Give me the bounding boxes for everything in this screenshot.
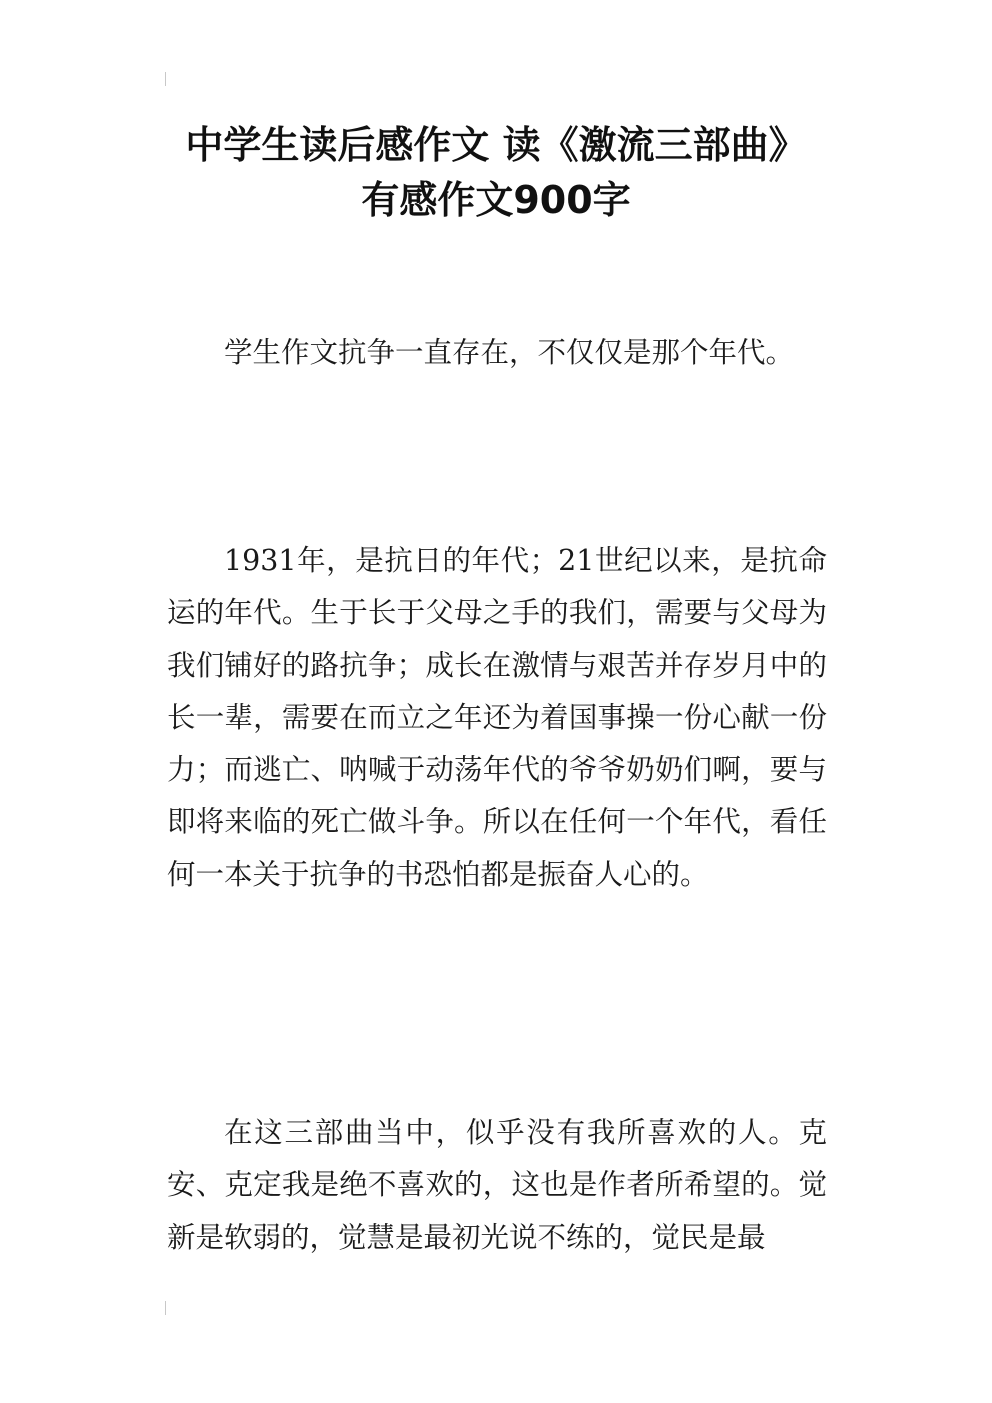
paragraph-2: 1931年，是抗日的年代；21世纪以来，是抗命运的年代。生于长于父母之手的我们，需要与父母为我们铺好的路抗争；成长在激情与艰苦并存岁月中的长一辈，需要在而立之年还为着国事操一份心献一份力；而逃亡、呐喊于动荡年代的爷爷奶奶们啊，要与即将来临的死亡做斗争。所以在任何一个年代，看任何一本关于抗争的书恐怕都是振奋人心的。 <box>167 544 827 891</box>
paragraph-3: 在这三部曲当中，似乎没有我所喜欢的人。克安、克定我是绝不喜欢的，这也是作者所希望的。觉新是软弱的，觉慧是最初光说不练的，觉民是最 <box>167 1116 827 1254</box>
paragraph-1: 学生作文抗争一直存在，不仅仅是那个年代。 <box>224 336 795 369</box>
page-corner-mark-top <box>165 72 166 86</box>
title-line-2: 有感作文900字 <box>361 178 631 222</box>
page-corner-mark-bottom <box>165 1301 166 1315</box>
page-title <box>150 118 842 228</box>
title-line-1: 中学生读后感作文 读《激流三部曲》 <box>185 123 807 167</box>
